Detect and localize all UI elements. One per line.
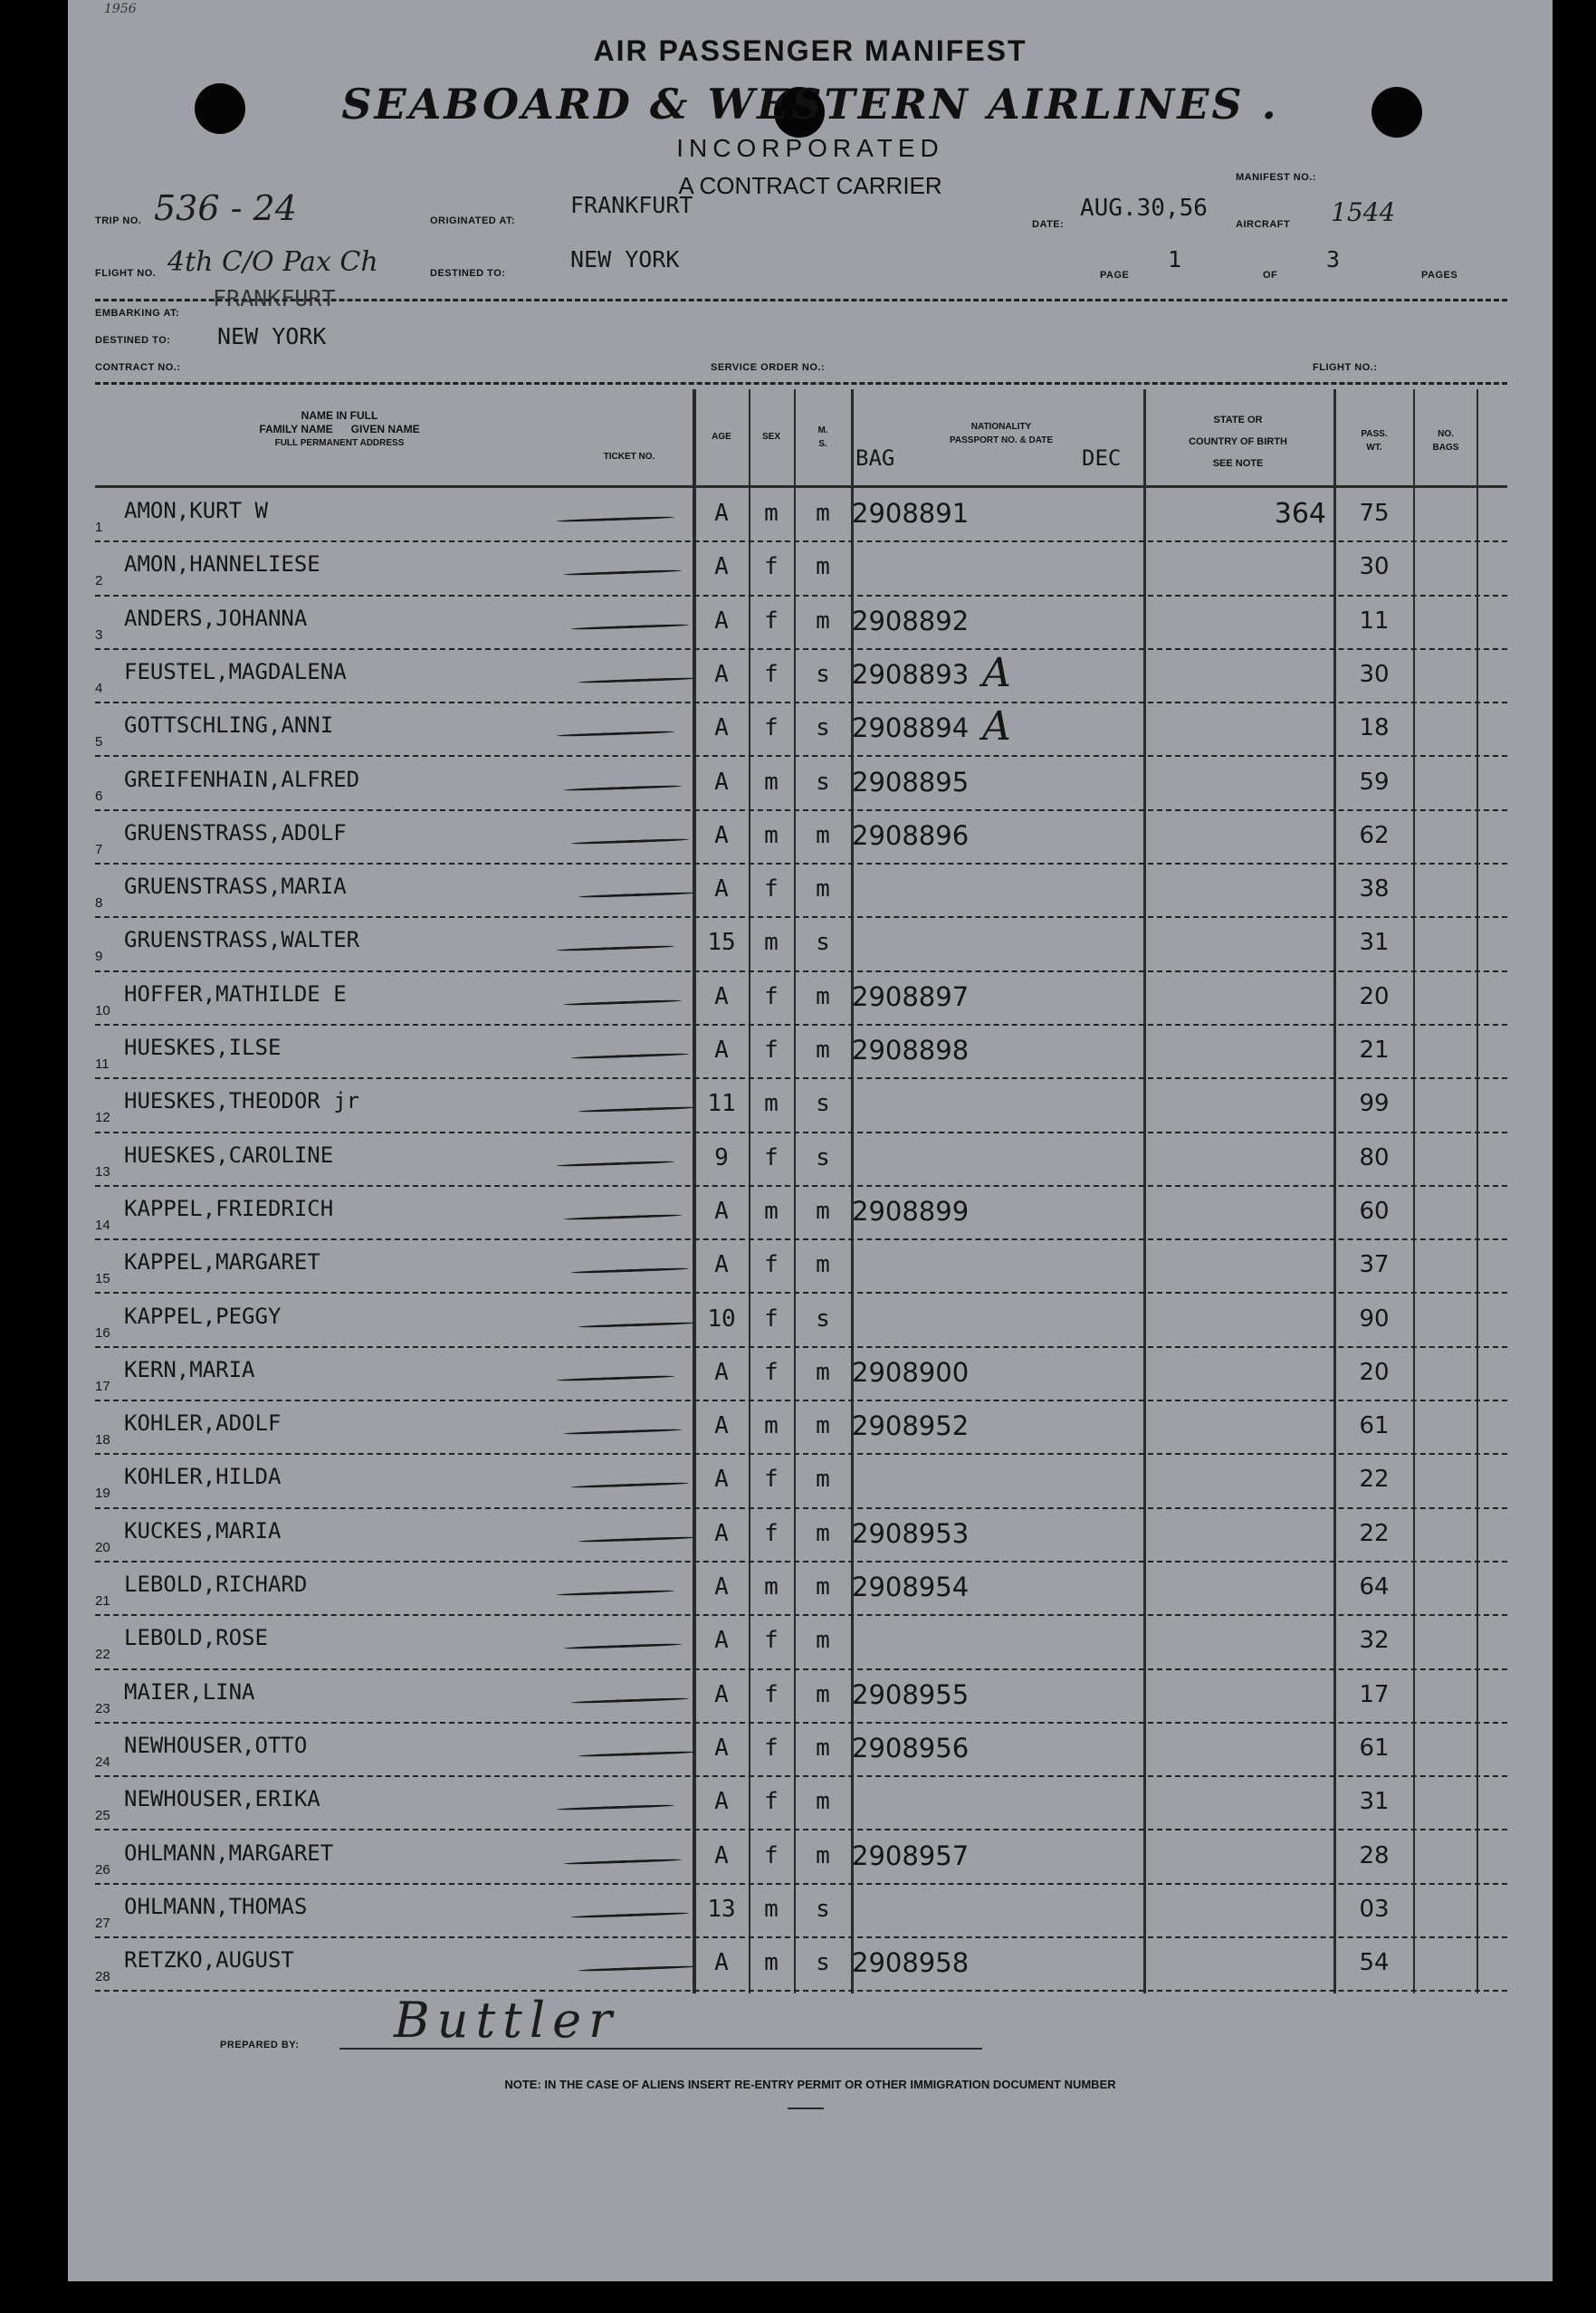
row-number: 12 — [95, 1110, 110, 1126]
service-order-no-label: SERVICE ORDER NO.: — [711, 362, 826, 373]
passenger-name: OHLMANN,THOMAS — [124, 1893, 308, 1919]
destined-to-label-2: DESTINED TO: — [95, 335, 171, 346]
passenger-weight: 38 — [1359, 875, 1390, 903]
col-name-header: NAME IN FULL FAMILY NAME GIVEN NAME FULL PERMANENT ADDRESS — [259, 409, 420, 448]
col-nationality-header: NATIONALITY PASSPORT NO. & DATE — [949, 422, 1054, 445]
row-number: 9 — [95, 949, 103, 965]
bag-number: 2908894 — [852, 712, 970, 744]
passenger-sex: f — [764, 1841, 779, 1869]
passenger-name: GRUENSTRASS,MARIA — [124, 874, 347, 900]
passenger-weight: 03 — [1359, 1895, 1390, 1923]
bag-number: 2908954 — [852, 1572, 970, 1602]
passenger-weight: 30 — [1359, 553, 1390, 581]
passenger-sex: f — [764, 1143, 779, 1171]
ticket-dash — [571, 838, 689, 846]
passenger-age: A — [714, 1358, 729, 1386]
passenger-weight: 17 — [1359, 1680, 1390, 1708]
trip-no-label: TRIP NO. — [95, 215, 142, 226]
ticket-dash — [571, 1053, 689, 1060]
row-number: 2 — [95, 573, 103, 589]
row-number: 26 — [95, 1861, 110, 1878]
row-number: 5 — [95, 734, 103, 750]
passenger-sex: f — [764, 1358, 779, 1386]
header-rule — [95, 299, 1507, 301]
passenger-age: A — [714, 660, 729, 688]
passenger-sex: f — [764, 1037, 779, 1064]
ticket-dash — [564, 1214, 682, 1221]
ticket-dash — [557, 731, 674, 738]
passenger-name: AMON,KURT W — [124, 498, 268, 523]
bag-number: 2908892 — [852, 605, 970, 636]
passenger-marital-status: m — [816, 1251, 830, 1279]
passenger-name: FEUSTEL,MAGDALENA — [124, 658, 347, 684]
table-row — [68, 1509, 1553, 1563]
passenger-age: 10 — [707, 1305, 736, 1333]
bag-number: 2908900 — [852, 1356, 970, 1388]
date-label: DATE: — [1032, 219, 1065, 230]
passenger-age: A — [714, 1788, 729, 1816]
passenger-marital-status: m — [816, 607, 830, 635]
passenger-weight: 21 — [1359, 1037, 1390, 1064]
bag-number: 2908952 — [852, 1410, 970, 1442]
table-row — [68, 1455, 1553, 1508]
bag-number: 2908956 — [852, 1732, 970, 1763]
passenger-sex: f — [764, 553, 779, 581]
row-number: 28 — [95, 1969, 110, 1985]
passenger-age: A — [714, 1251, 729, 1279]
ticket-dash — [571, 623, 689, 630]
note-mark — [788, 2108, 824, 2109]
destined-to-value-2: NEW YORK — [217, 323, 327, 349]
bag-number: 2908893 — [852, 658, 970, 690]
of-value: 3 — [1326, 246, 1341, 272]
ticket-dash — [557, 945, 674, 952]
passenger-table — [68, 489, 1553, 1992]
row-rule — [95, 1990, 1507, 1992]
incorporated-label: INCORPORATED — [676, 134, 944, 162]
bag-number: 2908958 — [852, 1947, 970, 1979]
trip-no-value: 536 - 24 — [154, 188, 297, 228]
passenger-age: A — [714, 1841, 729, 1869]
table-row — [68, 489, 1553, 542]
passenger-age: A — [714, 1466, 729, 1494]
passenger-age: A — [714, 607, 729, 635]
row-number: 16 — [95, 1324, 110, 1341]
ticket-dash — [557, 1375, 674, 1382]
ticket-dash — [578, 1106, 696, 1113]
table-row — [68, 703, 1553, 757]
passenger-name: KAPPEL,MARGARET — [124, 1249, 320, 1276]
bag-number: 2908955 — [852, 1678, 970, 1710]
bag-number: 2908953 — [852, 1517, 970, 1549]
passenger-marital-status: s — [816, 929, 830, 957]
flight-no-label: FLIGHT NO. — [95, 268, 157, 279]
ticket-dash — [578, 892, 696, 899]
row-number: 14 — [95, 1217, 110, 1233]
table-row — [68, 972, 1553, 1026]
flight-no-label-2: FLIGHT NO.: — [1313, 362, 1378, 373]
bag-number: 2908896 — [852, 819, 970, 851]
col-bags-header: NO. BAGS — [1432, 429, 1459, 453]
passenger-name: RETZKO,AUGUST — [124, 1947, 294, 1974]
passenger-marital-status: m — [816, 1037, 830, 1064]
corner-note: 1956 — [104, 2, 137, 16]
ticket-dash — [571, 1697, 689, 1704]
passenger-name: LEBOLD,RICHARD — [124, 1572, 308, 1597]
row-number: 21 — [95, 1593, 110, 1609]
passenger-marital-status: m — [816, 1627, 830, 1655]
signature: Buttler — [394, 1992, 619, 2049]
passenger-name: KAPPEL,PEGGY — [124, 1303, 282, 1329]
passenger-weight: 75 — [1359, 500, 1390, 527]
passenger-weight: 11 — [1359, 607, 1390, 635]
immigration-note: NOTE: IN THE CASE OF ALIENS INSERT RE-ENTRY PERMIT OR OTHER IMMIGRATION DOCUMENT NUMBER — [504, 2078, 1116, 2091]
aircraft-label: AIRCRAFT — [1236, 219, 1291, 230]
passenger-marital-status: m — [816, 1412, 830, 1440]
passenger-name: HUESKES,CAROLINE — [124, 1142, 334, 1168]
passenger-name: ANDERS,JOHANNA — [124, 605, 308, 631]
passenger-sex: m — [764, 500, 779, 527]
passenger-marital-status: m — [816, 982, 830, 1010]
passenger-marital-status: s — [816, 660, 830, 688]
passenger-marital-status: m — [816, 1680, 830, 1708]
contract-no-label: CONTRACT NO.: — [95, 362, 181, 373]
ticket-dash — [564, 999, 682, 1006]
date-value: AUG.30,56 — [1080, 195, 1208, 222]
bag-number: 2908898 — [852, 1035, 970, 1066]
passenger-sex: f — [764, 1466, 779, 1494]
embarking-at-value: FRANKFURT — [213, 285, 336, 311]
row-number: 3 — [95, 626, 103, 643]
passenger-name: KUCKES,MARIA — [124, 1517, 282, 1544]
bag-number: 2908891 — [852, 498, 970, 529]
passenger-name: HUESKES,ILSE — [124, 1035, 282, 1060]
table-row — [68, 1777, 1553, 1830]
row-number: 10 — [95, 1002, 110, 1018]
embarking-at-label: EMBARKING AT: — [95, 308, 180, 319]
passenger-age: A — [714, 1519, 729, 1547]
table-top-rule — [95, 382, 1507, 385]
col-ms-header: M. S. — [817, 425, 828, 449]
table-row — [68, 1401, 1553, 1455]
ticket-dash — [557, 1160, 674, 1167]
col-passwt-header: PASS. WT. — [1361, 429, 1388, 453]
ticket-dash — [578, 1535, 696, 1543]
destined-to-label: DESTINED TO: — [430, 268, 506, 279]
flight-no-value: 4th C/O Pax Ch — [167, 246, 378, 278]
passenger-weight: 20 — [1359, 1358, 1390, 1386]
passenger-name: GREIFENHAIN,ALFRED — [124, 766, 360, 792]
row-number: 17 — [95, 1378, 110, 1394]
manifest-title: AIR PASSENGER MANIFEST — [593, 34, 1027, 67]
passenger-sex: m — [764, 768, 779, 796]
ticket-dash — [578, 1321, 696, 1328]
bag-number: 2908899 — [852, 1195, 970, 1227]
passenger-sex: m — [764, 1949, 779, 1977]
row-number: 27 — [95, 1915, 110, 1931]
table-row — [68, 1831, 1553, 1885]
state-of-birth: 364 — [1274, 498, 1326, 530]
passenger-marital-status: m — [816, 1841, 830, 1869]
col-age-header: AGE — [712, 432, 731, 442]
row-number: 23 — [95, 1700, 110, 1716]
aircraft-value: 1544 — [1331, 197, 1396, 227]
row-number: 25 — [95, 1808, 110, 1824]
table-row — [68, 1616, 1553, 1669]
col-bag-label: BAG — [855, 445, 895, 471]
col-sex-header: SEX — [761, 432, 780, 442]
ticket-dash — [564, 569, 682, 577]
passenger-name: GRUENSTRASS,WALTER — [124, 927, 360, 953]
destined-to-value: NEW YORK — [570, 246, 680, 272]
passenger-name: MAIER,LINA — [124, 1678, 255, 1705]
passenger-age: A — [714, 768, 729, 796]
passenger-weight: 59 — [1359, 768, 1390, 796]
passenger-name: GRUENSTRASS,ADOLF — [124, 819, 347, 846]
ticket-dash — [571, 1912, 689, 1919]
passenger-weight: 60 — [1359, 1197, 1390, 1225]
passenger-sex: m — [764, 1090, 779, 1118]
passenger-marital-status: s — [816, 768, 830, 796]
passenger-weight: 18 — [1359, 714, 1390, 742]
manifest-no-label: MANIFEST NO.: — [1236, 172, 1316, 183]
passenger-name: KOHLER,ADOLF — [124, 1410, 282, 1437]
bag-number: 2908895 — [852, 766, 970, 798]
passenger-weight: 99 — [1359, 1090, 1390, 1118]
passenger-marital-status: m — [816, 1466, 830, 1494]
passenger-weight: 20 — [1359, 982, 1390, 1010]
ticket-dash — [564, 1858, 682, 1865]
handwritten-mark: A — [982, 703, 1011, 750]
table-row — [68, 542, 1553, 596]
passenger-weight: 31 — [1359, 929, 1390, 957]
passenger-marital-status: s — [816, 714, 830, 742]
table-row — [68, 1885, 1553, 1938]
table-row — [68, 758, 1553, 811]
passenger-name: KOHLER,HILDA — [124, 1464, 282, 1490]
col-state-header: STATE OR COUNTRY OF BIRTH SEE NOTE — [1189, 415, 1287, 469]
passenger-name: LEBOLD,ROSE — [124, 1625, 268, 1651]
ticket-dash — [578, 1751, 696, 1758]
table-row — [68, 1670, 1553, 1724]
passenger-marital-status: m — [816, 1573, 830, 1601]
passenger-name: KERN,MARIA — [124, 1356, 255, 1382]
passenger-age: A — [714, 714, 729, 742]
ticket-dash — [578, 1965, 696, 1973]
passenger-marital-status: m — [816, 1788, 830, 1816]
row-number: 18 — [95, 1432, 110, 1448]
passenger-marital-status: m — [816, 1358, 830, 1386]
originated-at-value: FRANKFURT — [570, 192, 693, 218]
passenger-age: A — [714, 553, 729, 581]
table-row — [68, 918, 1553, 971]
passenger-name: HUESKES,THEODOR jr — [124, 1088, 360, 1114]
passenger-name: NEWHOUSER,OTTO — [124, 1732, 308, 1758]
passenger-marital-status: s — [816, 1090, 830, 1118]
ticket-dash — [564, 784, 682, 791]
row-number: 7 — [95, 841, 103, 857]
passenger-weight: 32 — [1359, 1627, 1390, 1655]
passenger-sex: f — [764, 1627, 779, 1655]
ticket-dash — [557, 1804, 674, 1811]
passenger-age: 9 — [714, 1143, 729, 1171]
passenger-age: 15 — [707, 929, 736, 957]
passenger-name: NEWHOUSER,ERIKA — [124, 1786, 320, 1812]
row-number: 15 — [95, 1271, 110, 1287]
passenger-age: A — [714, 1680, 729, 1708]
table-row — [68, 1187, 1553, 1240]
passenger-sex: m — [764, 821, 779, 849]
passenger-marital-status: m — [816, 500, 830, 527]
originated-at-label: ORIGINATED AT: — [430, 215, 516, 226]
table-row — [68, 1026, 1553, 1079]
table-row — [68, 1348, 1553, 1401]
passenger-age: A — [714, 1627, 729, 1655]
of-label: OF — [1263, 270, 1278, 281]
passenger-age: A — [714, 1197, 729, 1225]
ticket-dash — [564, 1643, 682, 1650]
row-number: 4 — [95, 680, 103, 696]
passenger-sex: f — [764, 607, 779, 635]
col-dec-label: DEC — [1082, 445, 1122, 471]
passenger-age: A — [714, 1573, 729, 1601]
passenger-weight: 64 — [1359, 1573, 1390, 1601]
passenger-sex: f — [764, 660, 779, 688]
passenger-weight: 61 — [1359, 1734, 1390, 1762]
passenger-weight: 80 — [1359, 1143, 1390, 1171]
contract-carrier-label: A CONTRACT CARRIER — [678, 172, 942, 199]
passenger-sex: m — [764, 1412, 779, 1440]
passenger-age: A — [714, 1412, 729, 1440]
page-value: 1 — [1168, 246, 1182, 272]
bag-number: 2908897 — [852, 980, 970, 1012]
passenger-marital-status: s — [816, 1143, 830, 1171]
table-row — [68, 1079, 1553, 1133]
row-number: 8 — [95, 895, 103, 912]
passenger-weight: 62 — [1359, 821, 1390, 849]
passenger-sex: f — [764, 982, 779, 1010]
passenger-sex: f — [764, 875, 779, 903]
row-number: 1 — [95, 520, 103, 535]
bag-number: 2908957 — [852, 1840, 970, 1871]
passenger-sex: f — [764, 1519, 779, 1547]
row-number: 19 — [95, 1486, 110, 1502]
column-header-rule — [95, 485, 1507, 488]
passenger-age: 11 — [707, 1090, 736, 1118]
passenger-age: A — [714, 982, 729, 1010]
passenger-marital-status: m — [816, 1734, 830, 1762]
table-row — [68, 865, 1553, 918]
table-row — [68, 597, 1553, 650]
passenger-sex: f — [764, 1680, 779, 1708]
ticket-dash — [578, 677, 696, 684]
table-row — [68, 1563, 1553, 1616]
passenger-weight: 31 — [1359, 1788, 1390, 1816]
passenger-marital-status: s — [816, 1895, 830, 1923]
prepared-by-label: PREPARED BY: — [220, 2040, 300, 2050]
passenger-sex: f — [764, 1788, 779, 1816]
table-row — [68, 650, 1553, 703]
passenger-marital-status: s — [816, 1305, 830, 1333]
passenger-name: AMON,HANNELIESE — [124, 551, 320, 578]
row-number: 20 — [95, 1539, 110, 1555]
passenger-sex: m — [764, 1573, 779, 1601]
passenger-sex: m — [764, 929, 779, 957]
row-number: 22 — [95, 1647, 110, 1663]
passenger-marital-status: m — [816, 553, 830, 581]
page-label: PAGE — [1100, 270, 1130, 281]
passenger-name: KAPPEL,FRIEDRICH — [124, 1195, 334, 1221]
row-number: 11 — [95, 1056, 110, 1072]
passenger-marital-status: m — [816, 1197, 830, 1225]
row-number: 24 — [95, 1754, 110, 1770]
passenger-sex: f — [764, 1305, 779, 1333]
passenger-sex: f — [764, 1734, 779, 1762]
pages-label: PAGES — [1421, 270, 1458, 281]
passenger-name: OHLMANN,MARGARET — [124, 1840, 334, 1866]
passenger-weight: 54 — [1359, 1949, 1390, 1977]
passenger-weight: 30 — [1359, 660, 1390, 688]
handwritten-mark: A — [982, 649, 1011, 696]
passenger-age: A — [714, 875, 729, 903]
passenger-weight: 61 — [1359, 1412, 1390, 1440]
passenger-weight: 28 — [1359, 1841, 1390, 1869]
table-row — [68, 1724, 1553, 1777]
passenger-sex: m — [764, 1895, 779, 1923]
ticket-dash — [557, 516, 674, 523]
passenger-sex: m — [764, 1197, 779, 1225]
manifest-sheet — [68, 0, 1553, 2281]
passenger-name: GOTTSCHLING,ANNI — [124, 712, 334, 739]
table-row — [68, 1295, 1553, 1348]
passenger-weight: 90 — [1359, 1305, 1390, 1333]
passenger-age: A — [714, 1037, 729, 1064]
table-row — [68, 1133, 1553, 1187]
passenger-weight: 22 — [1359, 1466, 1390, 1494]
ticket-dash — [564, 1429, 682, 1436]
passenger-marital-status: m — [816, 875, 830, 903]
ticket-dash — [571, 1482, 689, 1489]
passenger-marital-status: m — [816, 821, 830, 849]
ticket-dash — [557, 1590, 674, 1597]
passenger-age: 13 — [707, 1895, 736, 1923]
ticket-dash — [571, 1267, 689, 1275]
airline-name: SEABOARD & WESTERN AIRLINES . — [341, 80, 1279, 129]
passenger-age: A — [714, 500, 729, 527]
passenger-age: A — [714, 821, 729, 849]
passenger-age: A — [714, 1734, 729, 1762]
passenger-marital-status: m — [816, 1519, 830, 1547]
table-row — [68, 1240, 1553, 1294]
col-ticket-header: TICKET NO. — [603, 452, 655, 462]
table-row — [68, 811, 1553, 865]
passenger-marital-status: s — [816, 1949, 830, 1977]
table-row — [68, 1938, 1553, 1992]
passenger-sex: f — [764, 1251, 779, 1279]
row-number: 6 — [95, 788, 103, 804]
passenger-age: A — [714, 1949, 729, 1977]
passenger-sex: f — [764, 714, 779, 742]
passenger-weight: 37 — [1359, 1251, 1390, 1279]
passenger-weight: 22 — [1359, 1519, 1390, 1547]
row-number: 13 — [95, 1163, 110, 1180]
passenger-name: HOFFER,MATHILDE E — [124, 980, 347, 1007]
